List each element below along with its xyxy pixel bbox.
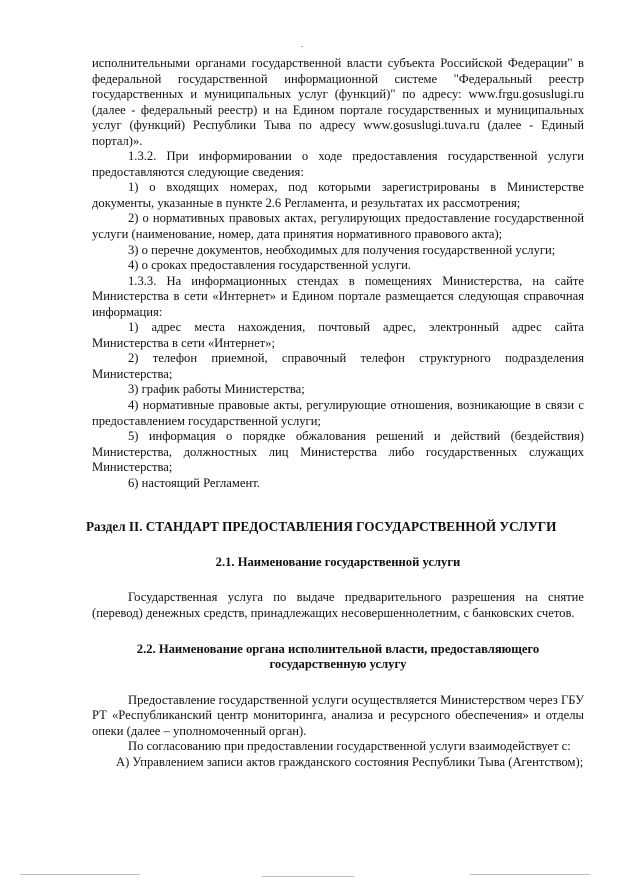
scan-edge-line bbox=[20, 874, 140, 875]
subsection-2-1-text: Государственная услуга по выдаче предварительного разрешения на снятие (перевод) денежных средств, принадлежащих несовершеннолетним, с банковских счетов. bbox=[92, 590, 584, 620]
list-item-3-schedule: 3) график работы Министерства; bbox=[128, 382, 305, 397]
paragraph-1-3-3: 1.3.3. На информационных стендах в помещениях Министерства, на сайте Министерства в сети «Интернет» и Едином портале размещается следующая справочная информация: bbox=[92, 273, 584, 319]
list-item-1: 1) о входящих номерах, под которыми зарегистрированы в Министерстве документы, указанные в пункте 2.6 Регламента, и результатах их рассмотрения; bbox=[92, 180, 584, 210]
section-heading: Раздел II. СТАНДАРТ ПРЕДОСТАВЛЕНИЯ ГОСУДАРСТВЕННОЙ УСЛУГИ bbox=[86, 519, 557, 535]
list-item-1-address: 1) адрес места нахождения, почтовый адрес, электронный адрес сайта Министерства в сети «Интернет»; bbox=[92, 320, 584, 350]
scan-edge-line bbox=[470, 874, 590, 875]
list-item-3: 3) о перечне документов, необходимых для получения государственной услуги; bbox=[128, 242, 556, 257]
list-item-2-phone: 2) телефон приемной, справочный телефон структурного подразделения Министерства; bbox=[92, 351, 584, 381]
paragraph-continuation: исполнительными органами государственной власти субъекта Российской Федерации" в федеральной государственной информационной системе "Федеральный реестр государственных и муниципальных услуг (функций)" по адресу: www.frgu.gosuslugi.ru (далее - федеральный реестр) и на Едином портале государственных и муниципальных услуг (функций) Республики Тыва по адресу www.gosuslugi.tuva.ru (далее - Единый портал)». bbox=[92, 56, 584, 148]
scan-speck bbox=[301, 46, 303, 47]
subsection-2-2-title: 2.2. Наименование органа исполнительной власти, предоставляющего государственную услугу bbox=[136, 641, 540, 672]
list-item-4: 4) о сроках предоставления государственной услуги. bbox=[128, 258, 412, 273]
subsection-2-1-title: 2.1. Наименование государственной услуги bbox=[215, 554, 461, 569]
list-item-6-regulation: 6) настоящий Регламент. bbox=[128, 475, 260, 490]
paragraph-1-3-2: 1.3.2. При информировании о ходе предоставления государственной услуги предоставляются следующие сведения: bbox=[92, 149, 584, 179]
list-item-4-acts: 4) нормативные правовые акты, регулирующие отношения, возникающие в связи с предоставлением государственной услуги; bbox=[92, 398, 584, 428]
scan-edge-line bbox=[262, 876, 354, 877]
subsection-2-2-para-1: Предоставление государственной услуги осуществляется Министерством через ГБУ РТ «Республиканский центр мониторинга, анализа и ресурсного обеспечения» и отделы опеки (далее – уполномоченный орган). bbox=[92, 692, 584, 738]
list-item-2: 2) о нормативных правовых актах, регулирующих предоставление государственной услуги (наименование, номер, дата принятия нормативного правового акта); bbox=[92, 211, 584, 242]
list-item-5-appeal: 5) информация о порядке обжалования решений и действий (бездействия) Министерства, должностных лиц Министерства либо государственных служащих Министерства; bbox=[92, 429, 584, 475]
subsection-2-2-para-2: По согласованию при предоставлении государственной услуги взаимодействует с: bbox=[128, 739, 571, 754]
document-page bbox=[86, 56, 584, 770]
subsection-2-2-para-3: А) Управлением записи актов гражданского состояния Республики Тыва (Агентством); bbox=[116, 754, 584, 769]
